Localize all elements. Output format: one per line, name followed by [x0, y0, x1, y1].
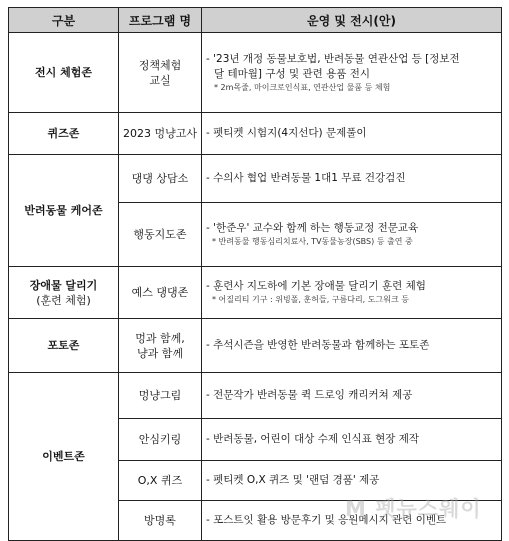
description-line: - 수의사 협업 반려동물 1대1 무료 건강검진 [206, 172, 406, 184]
header-category: 구분 [9, 8, 119, 33]
program-cell: 댕댕 상담소 [119, 155, 202, 203]
description-line: - '23년 개정 동물보호법, 반려동물 연관산업 등 [정보전 [206, 52, 460, 65]
category-cell: 반려동물 케어존 [9, 155, 119, 267]
header-operation: 운영 및 전시(안) [202, 8, 502, 33]
description-note: * 어질리티 기구 : 위빙폴, 훈허들, 구름다리, 도그워크 등 [212, 295, 409, 304]
program-cell: 2023 멍냥고사 [119, 113, 202, 155]
program-cell: 예스 댕댕존 [119, 267, 202, 319]
description-cell [202, 319, 502, 373]
program-cell: 정책체험 교실 [119, 33, 202, 113]
table-row [9, 155, 502, 203]
description-line: - 훈련사 지도하에 기본 장애물 달리기 훈련 체험 [206, 280, 426, 292]
program-cell: 행동지도존 [119, 203, 202, 267]
watermark-logo: M 펫뉴스웨이 [345, 497, 482, 521]
description-line: - 포스트잇 활용 방문후기 및 응원메시지 관련 이벤트 [206, 514, 447, 526]
description-cell [202, 373, 502, 419]
description-note: * 반려동물 행동심리치료사, TV동물농장(SBS) 등 출연 중 [212, 237, 413, 246]
table-row [9, 319, 502, 373]
description-line: - 펫티켓 시험지(4지선다) 문제풀이 [206, 127, 367, 139]
description-line: 달 테마월] 구성 및 관련 용품 전시 [214, 67, 370, 80]
category-cell: 이벤트존 [9, 373, 119, 541]
description-cell [202, 267, 502, 319]
category-cell [9, 267, 119, 319]
program-table [8, 7, 502, 541]
description-cell [202, 203, 502, 267]
description-cell [202, 113, 502, 155]
table-row [9, 33, 502, 113]
description-line: - 추석시즌을 반영한 반려동물과 함께하는 포토존 [206, 339, 430, 351]
description-cell [202, 501, 502, 541]
table-row [9, 113, 502, 155]
description-line: - 반려동물, 어린이 대상 수제 인식표 현장 제작 [206, 433, 420, 445]
category-label: 장애물 달리기 [29, 278, 98, 292]
category-cell: 퀴즈존 [9, 113, 119, 155]
category-cell: 포토존 [9, 319, 119, 373]
description-line: - 펫티켓 O,X 퀴즈 및 '랜덤 경품' 제공 [206, 474, 380, 486]
program-cell: 멍과 함께, 냥과 함께 [119, 319, 202, 373]
description-cell [202, 461, 502, 501]
program-cell: 방명록 [119, 501, 202, 541]
program-cell: 멍냥그림 [119, 373, 202, 419]
program-cell: 안심키링 [119, 419, 202, 461]
description-line: - '한준우' 교수와 함께 하는 행동교정 전문교육 [206, 222, 419, 234]
table-header-row [9, 8, 502, 33]
category-sublabel: (훈련 체험) [36, 293, 91, 307]
table-row [9, 373, 502, 419]
table-row [9, 267, 502, 319]
program-cell: O,X 퀴즈 [119, 461, 202, 501]
description-line: - 전문작가 반려동물 퀵 드로잉 캐리커쳐 제공 [206, 389, 413, 401]
header-program: 프로그램 명 [119, 8, 202, 33]
description-cell [202, 33, 502, 113]
description-cell [202, 419, 502, 461]
description-cell [202, 155, 502, 203]
category-cell: 전시 체험존 [9, 33, 119, 113]
description-note: * 2m목줄, 마이크로인식표, 연관산업 물품 등 체험 [214, 82, 391, 92]
